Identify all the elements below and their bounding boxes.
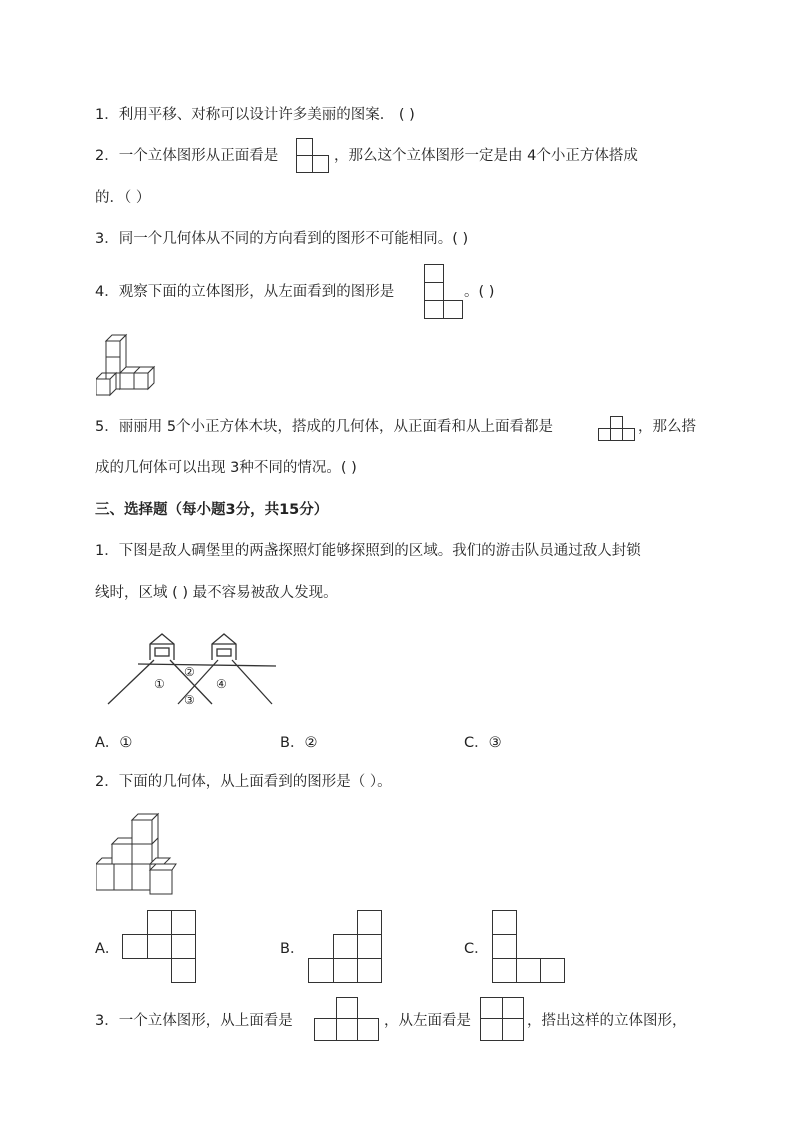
q1-option-c[interactable]: C．③ [464, 735, 502, 751]
section-heading: 三、选择题（每小题3分，共15分） [95, 502, 329, 518]
choice-question-3-part3: ，搭出这样的立体图形， [527, 1013, 687, 1029]
q2-option-b-label[interactable]: B． [280, 941, 305, 957]
region-1-label: ① [154, 677, 165, 691]
region-3-label: ③ [184, 693, 195, 707]
choice-question-3-part2: ，从左面看是 [384, 1013, 471, 1029]
q2-option-a-figure[interactable] [122, 910, 198, 986]
q3-left-view-figure [480, 997, 526, 1043]
q3-top-view-figure [314, 997, 380, 1043]
q4-left-view-figure [424, 264, 466, 322]
judgment-question-5-part3: 成的几何体可以出现 3种不同的情况。( ) [95, 460, 357, 476]
region-2-label: ② [184, 665, 195, 679]
choice-question-1-part1: 1．下图是敌人碉堡里的两盏探照灯能够探照到的区域。我们的游击队员通过敌人封锁 [95, 543, 641, 559]
q2-option-b-figure[interactable] [308, 910, 384, 986]
q1-option-a[interactable]: A．① [95, 735, 133, 751]
judgment-question-5-part1: 5．丽丽用 5个小正方体木块，搭成的几何体，从正面看和从上面看都是 [95, 419, 554, 435]
q1-option-b[interactable]: B．② [280, 735, 318, 751]
choice-question-2: 2．下面的几何体，从上面看到的图形是（ ）。 [95, 774, 392, 790]
q2-solid-figure [96, 812, 178, 898]
q2-option-c-figure[interactable] [492, 910, 568, 986]
searchlight-figure [104, 620, 280, 710]
judgment-question-4-part1: 4．观察下面的立体图形，从左面看到的图形是 [95, 284, 395, 300]
judgment-question-4-part2: 。( ) [464, 284, 495, 300]
choice-question-3-part1: 3．一个立体图形，从上面看是 [95, 1013, 293, 1029]
judgment-question-3: 3．同一个几何体从不同的方向看到的图形不可能相同。( ) [95, 231, 469, 247]
judgment-question-2-part2: ，那么这个立体图形一定是由 4个小正方体搭成 [334, 148, 638, 164]
judgment-question-2-part1: 2．一个立体图形从正面看是 [95, 148, 279, 164]
q2-option-c-label[interactable]: C． [464, 941, 489, 957]
choice-question-1-part2: 线时，区域 ( ) 最不容易被敌人发现。 [95, 585, 338, 601]
judgment-question-2-part3: 的．（ ） [95, 190, 151, 206]
region-4-label: ④ [216, 677, 227, 691]
q4-solid-figure [96, 333, 164, 399]
q5-view-figure [598, 416, 636, 442]
judgment-question-1: 1．利用平移、对称可以设计许多美丽的图案． ( ) [95, 107, 415, 123]
judgment-question-5-part2: ，那么搭 [638, 419, 696, 435]
q2-front-view-figure [296, 138, 330, 174]
q2-option-a-label[interactable]: A． [95, 941, 120, 957]
